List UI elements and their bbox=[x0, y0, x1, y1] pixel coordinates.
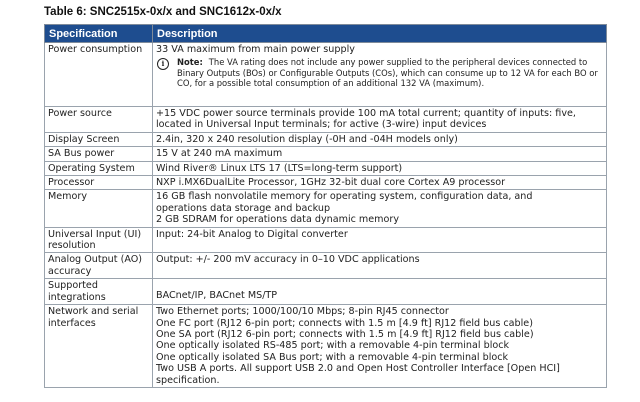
desc-line: Two Ethernet ports; 1000/100/10 Mbps; 8-pin RJ45 connector bbox=[156, 306, 449, 318]
spec-cell: Memory bbox=[45, 190, 153, 227]
header-specification: Specification bbox=[45, 25, 153, 43]
desc-cell bbox=[153, 190, 607, 227]
table-row bbox=[45, 279, 607, 305]
desc-line: One optically isolated RS-485 port; with a removable 4-pin terminal block bbox=[156, 340, 510, 352]
spec-cell: Operating System bbox=[45, 161, 153, 175]
note-text: The VA rating does not include any power supplied to the peripheral devices connected to Binary Outputs (BOs) or Configurable Outputs (COs), which can consume up to 12 VA for each BO or CO, for a possible total consumption of an additional 132 VA (maximum). bbox=[177, 57, 598, 88]
table-row bbox=[45, 190, 607, 227]
table-row bbox=[45, 43, 607, 107]
desc-line: One FC port (RJ12 6-pin port; connects with 1.5 m [4.9 ft] RJ12 field bus cable) bbox=[156, 317, 533, 329]
desc-line: Wind River® Linux LTS 17 (LTS=long-term support) bbox=[156, 162, 403, 174]
table-row bbox=[45, 305, 607, 388]
spec-cell: Analog Output (AO) accuracy bbox=[45, 253, 153, 279]
desc-cell bbox=[153, 147, 607, 161]
spec-cell: Network and serial interfaces bbox=[45, 305, 153, 388]
cell-spacer bbox=[156, 280, 603, 290]
note-block bbox=[156, 57, 603, 88]
spec-cell: Universal Input (UI) resolution bbox=[45, 227, 153, 253]
desc-line: NXP i.MX6DualLite Processor, 1GHz 32-bit dual core Cortex A9 processor bbox=[156, 177, 506, 189]
table-row bbox=[45, 107, 607, 133]
spec-cell: Power consumption bbox=[45, 43, 153, 107]
table-caption: Table 6: SNC2515x-0x/x and SNC1612x-0x/x bbox=[44, 6, 282, 18]
desc-cell bbox=[153, 279, 607, 305]
desc-line: 33 VA maximum from main power supply bbox=[156, 44, 355, 55]
spec-table bbox=[44, 24, 607, 388]
desc-line: 15 V at 240 mA maximum bbox=[156, 148, 283, 160]
desc-line: BACnet/IP, BACnet MS/TP bbox=[156, 290, 278, 302]
desc-line: One SA port (RJ12 6-pin port; connects with 1.5 m [4.9 ft] RJ12 field bus cable) bbox=[156, 328, 534, 340]
desc-cell bbox=[153, 161, 607, 175]
table-header-row bbox=[45, 25, 607, 43]
desc-line: 2.4in, 320 x 240 resolution display (-0H and -04H models only) bbox=[156, 133, 458, 145]
desc-cell bbox=[153, 176, 607, 190]
desc-line: +15 VDC power source terminals provide 100 mA total current; quantity of inputs: five, bbox=[156, 108, 576, 119]
note-label: Note: bbox=[177, 57, 203, 68]
spec-cell: SA Bus power bbox=[45, 147, 153, 161]
desc-line: Input: 24-bit Analog to Digital converter bbox=[156, 228, 348, 240]
desc-line: specification. bbox=[156, 374, 220, 386]
table-row bbox=[45, 227, 607, 253]
desc-cell bbox=[153, 253, 607, 279]
spec-cell: Power source bbox=[45, 107, 153, 133]
table-row bbox=[45, 176, 607, 190]
desc-cell bbox=[153, 43, 607, 107]
table-row bbox=[45, 147, 607, 161]
desc-line: located in Universal Input terminals; for active (3-wire) input devices bbox=[156, 119, 487, 131]
desc-line: 16 GB flash nonvolatile memory for operating system, configuration data, and bbox=[156, 191, 533, 203]
desc-line: operations data storage and backup bbox=[156, 202, 331, 214]
desc-cell bbox=[153, 132, 607, 146]
info-icon: i bbox=[157, 58, 169, 70]
desc-cell bbox=[153, 227, 607, 253]
spec-cell: Processor bbox=[45, 176, 153, 190]
spec-cell: Display Screen bbox=[45, 132, 153, 146]
desc-line: One optically isolated SA Bus port; with a removable 4-pin terminal block bbox=[156, 351, 509, 363]
desc-cell bbox=[153, 305, 607, 388]
desc-line: Output: +/- 200 mV accuracy in 0–10 VDC applications bbox=[156, 254, 420, 266]
table-row bbox=[45, 161, 607, 175]
table-row bbox=[45, 132, 607, 146]
spec-cell: Supported integrations bbox=[45, 279, 153, 305]
desc-cell bbox=[153, 107, 607, 133]
header-description: Description bbox=[153, 25, 607, 43]
note-body bbox=[177, 57, 603, 88]
desc-line: Two USB A ports. All support USB 2.0 and Open Host Controller Interface [Open HCI] bbox=[156, 363, 560, 375]
table-row bbox=[45, 253, 607, 279]
desc-line: 2 GB SDRAM for operations data dynamic memory bbox=[156, 214, 400, 226]
